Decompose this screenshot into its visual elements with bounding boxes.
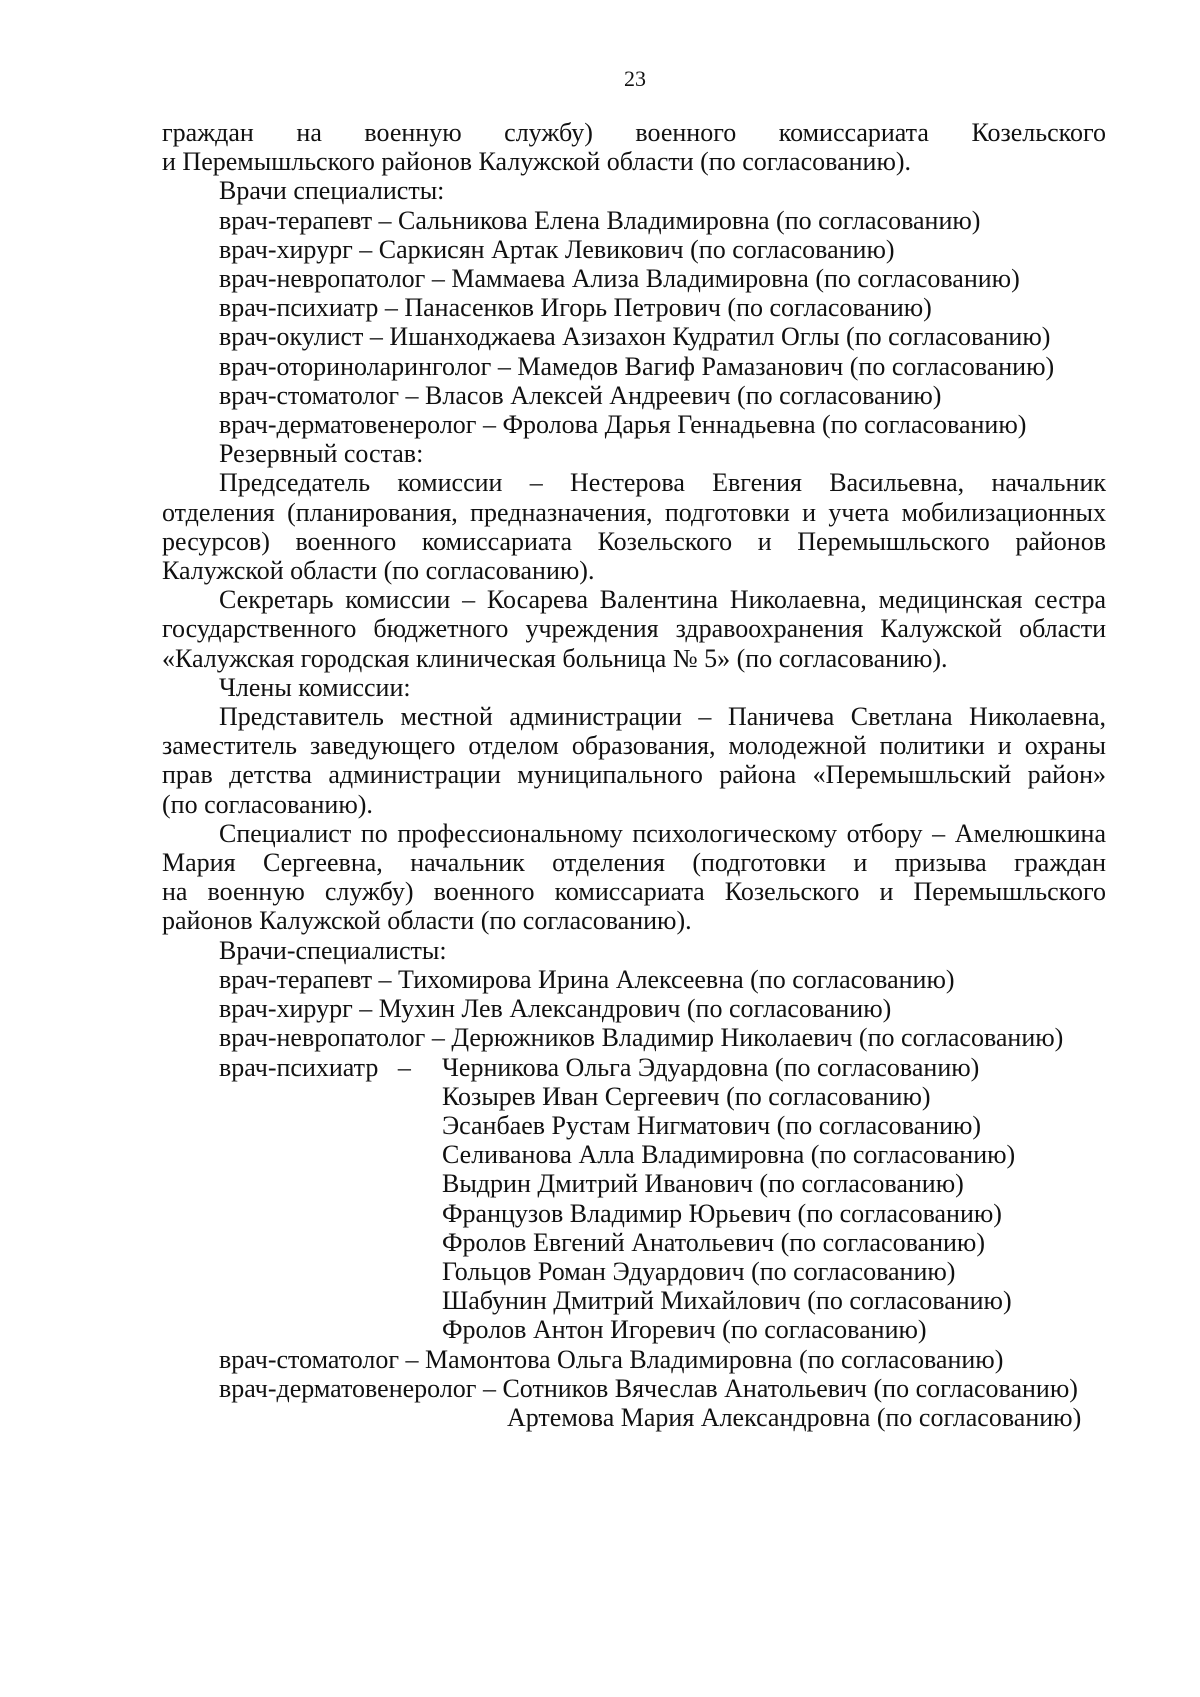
- document-body: [162, 118, 1106, 1432]
- doctor-entry: врач-психиатр – Панасенков Игорь Петрович (по согласованию): [219, 293, 932, 323]
- doctor-entry: врач-хирург – Мухин Лев Александрович (по согласованию): [219, 994, 892, 1024]
- psychiatrist-label: врач-психиатр –: [219, 1052, 411, 1082]
- doctor-entry: врач-дерматовенеролог – Сотников Вячеслав Анатольевич (по согласованию): [219, 1373, 1078, 1403]
- text-line: Секретарь комиссии – Косарева Валентина Николаевна, медицинская сестра: [219, 585, 1106, 615]
- psychiatrist-entry: Фролов Антон Игоревич (по согласованию): [442, 1315, 927, 1345]
- section-heading: Члены комиссии:: [219, 672, 411, 702]
- text-line: заместитель заведующего отделом образования, молодежной политики и охраны: [162, 731, 1106, 761]
- section-heading: Резервный состав:: [219, 439, 424, 469]
- doctor-entry: врач-терапевт – Сальникова Елена Владимировна (по согласованию): [219, 205, 981, 235]
- text-line: и Перемышльского районов Калужской области (по согласованию).: [162, 147, 912, 177]
- psychiatrist-entry: Черникова Ольга Эдуардовна (по согласованию): [442, 1052, 980, 1082]
- text-line: Представитель местной администрации – Паничева Светлана Николаевна,: [219, 702, 1106, 732]
- psychiatrist-entry: Шабунин Дмитрий Михайлович (по согласованию): [442, 1286, 1012, 1316]
- psychiatrist-entry: Французов Владимир Юрьевич (по согласованию): [442, 1198, 1002, 1228]
- text-line: граждан на военную службу) военного комиссариата Козельского: [162, 118, 1106, 147]
- doctor-entry: Артемова Мария Александровна (по согласованию): [507, 1402, 1082, 1432]
- text-line: на военную службу) военного комиссариата Козельского и Перемышльского: [162, 877, 1106, 907]
- psychiatrist-entry: Выдрин Дмитрий Иванович (по согласованию): [442, 1169, 964, 1199]
- text-line: прав детства администрации муниципального района «Перемышльский район»: [162, 760, 1106, 790]
- psychiatrist-entry: Фролов Евгений Анатольевич (по согласованию): [442, 1227, 985, 1257]
- text-line: Калужской области (по согласованию).: [162, 556, 595, 586]
- text-line: районов Калужской области (по согласованию).: [162, 906, 692, 936]
- text-line: отделения (планирования, предназначения, подготовки и учета мобилизационных: [162, 497, 1106, 527]
- text-line: (по согласованию).: [162, 789, 373, 819]
- doctor-entry: врач-оториноларинголог – Мамедов Вагиф Рамазанович (по согласованию): [219, 351, 1055, 381]
- text-line: ресурсов) военного комиссариата Козельского и Перемышльского районов: [162, 526, 1106, 556]
- psychiatrist-entry: Эсанбаев Рустам Нигматович (по согласованию): [442, 1110, 982, 1140]
- doctor-entry: врач-стоматолог – Власов Алексей Андреевич (по согласованию): [219, 380, 942, 410]
- doctor-entry: врач-терапевт – Тихомирова Ирина Алексеевна (по согласованию): [219, 964, 955, 994]
- psychiatrist-block: [162, 1053, 1106, 1345]
- text-line: государственного бюджетного учреждения здравоохранения Калужской области: [162, 614, 1106, 644]
- psychiatrist-list: [442, 1053, 1106, 1345]
- page-number: 23: [624, 66, 646, 91]
- text-line: Мария Сергеевна, начальник отделения (подготовки и призыва граждан: [162, 848, 1106, 878]
- text-line: «Калужская городская клиническая больница № 5» (по согласованию).: [162, 643, 948, 673]
- doctor-entry: врач-окулист – Ишанходжаева Азизахон Кудратил Оглы (по согласованию): [219, 322, 1051, 352]
- doctor-entry: врач-стоматолог – Мамонтова Ольга Владимировна (по согласованию): [219, 1344, 1004, 1374]
- doctor-entry: врач-хирург – Саркисян Артак Левикович (по согласованию): [219, 234, 895, 264]
- text-line: Председатель комиссии – Нестерова Евгения Васильевна, начальник: [219, 468, 1106, 498]
- text-line: Специалист по профессиональному психологическому отбору – Амелюшкина: [219, 818, 1106, 848]
- psychiatrist-entry: Козырев Иван Сергеевич (по согласованию): [442, 1081, 931, 1111]
- section-heading: Врачи-специалисты:: [219, 935, 447, 965]
- doctor-entry: врач-дерматовенеролог – Фролова Дарья Геннадьевна (по согласованию): [219, 410, 1027, 440]
- psychiatrist-entry: Гольцов Роман Эдуардович (по согласованию): [442, 1256, 956, 1286]
- psychiatrist-entry: Селиванова Алла Владимировна (по согласованию): [442, 1140, 1016, 1170]
- section-heading: Врачи специалисты:: [219, 176, 445, 206]
- doctor-entry: врач-невропатолог – Маммаева Ализа Владимировна (по согласованию): [219, 264, 1020, 294]
- doctor-entry: врач-невропатолог – Дерюжников Владимир Николаевич (по согласованию): [219, 1023, 1064, 1053]
